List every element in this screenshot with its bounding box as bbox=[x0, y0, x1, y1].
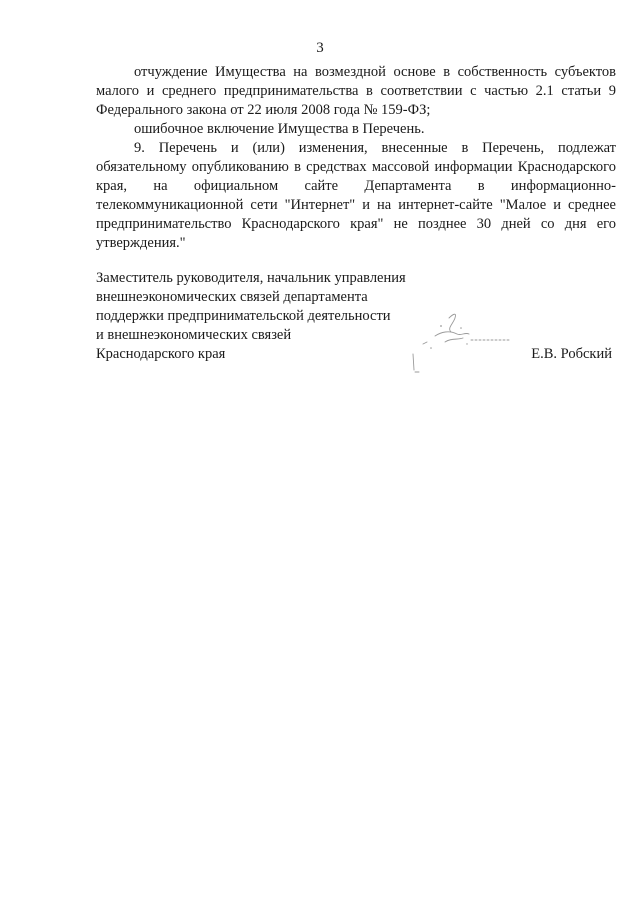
signer-position-line-2: внешнеэкономических связей департамента bbox=[96, 289, 368, 305]
signer-position-line-4: и внешнеэкономических связей bbox=[96, 327, 292, 343]
paragraph-erroneous-inclusion: ошибочное включение Имущества в Перечень. bbox=[134, 121, 425, 137]
paragraph-publication: 9. Перечень и (или) изменения, внесенные в Перечень, подлежат обязательному опубликованию в средствах массовой информации Краснодарского края, на официальном сайте Департамента в информационно-телекоммуникационной сети "Интернет" и на интернет-сайте "Малое и среднее предпринимательство Краснодарского края" не позднее 30 дней со дня его утверждения." bbox=[96, 140, 616, 251]
page-number: 3 bbox=[316, 40, 324, 56]
signer-position-line-3: поддержки предпринимательской деятельности bbox=[96, 308, 391, 324]
paragraph-alienation: отчуждение Имущества на возмездной основе в собственность субъектов малого и среднего предпринимательства в соответствии с частью 2.1 статьи 9 Федерального закона от 22 июля 2008 года № 159-ФЗ; bbox=[96, 64, 616, 118]
signer-name: Е.В. Робский bbox=[531, 346, 612, 362]
handwritten-signature bbox=[405, 308, 515, 378]
document-body bbox=[96, 63, 616, 253]
signer-position-line-5: Краснодарского края bbox=[96, 346, 226, 362]
signature-block bbox=[96, 269, 616, 364]
signer-position-line-1: Заместитель руководителя, начальник управления bbox=[96, 270, 406, 286]
signer-last-line bbox=[96, 345, 616, 364]
